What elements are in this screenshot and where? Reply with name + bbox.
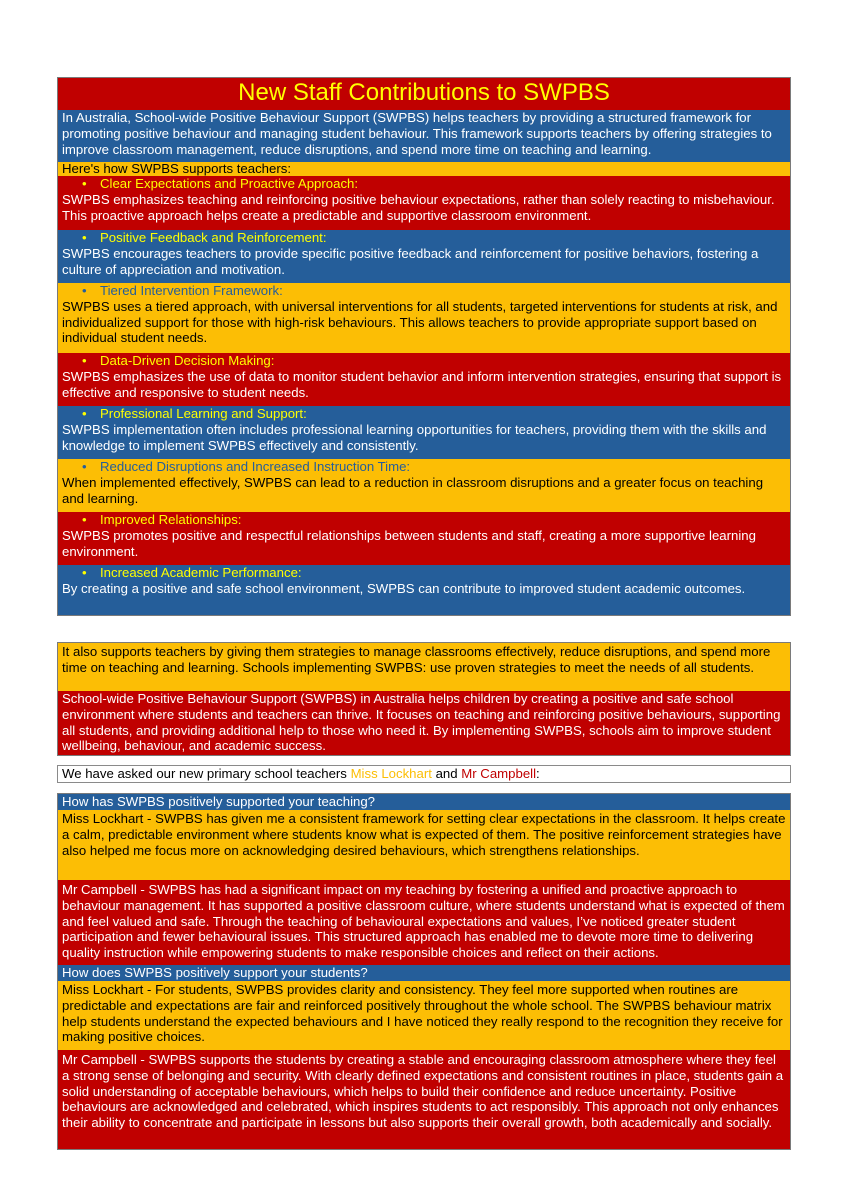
bullet-icon: • <box>82 353 87 368</box>
item-heading: • Professional Learning and Support: <box>82 406 307 421</box>
item-positive-feedback <box>58 230 790 283</box>
interview-panel <box>57 793 791 1150</box>
supports-summary-panel <box>57 642 791 756</box>
bullet-icon: • <box>82 565 87 580</box>
item-improved-relationships <box>58 512 790 565</box>
question-teaching: How has SWPBS positively supported your teaching? <box>58 794 790 810</box>
item-reduced-disruptions <box>58 459 790 512</box>
bullet-icon: • <box>82 176 87 191</box>
question-students: How does SWPBS positively support your students? <box>58 965 790 981</box>
item-body: SWPBS uses a tiered approach, with universal interventions for all students, targeted interventions for students at risk, and individualized support for those with high-risk behaviours. This allows teachers to provide appropriate support based on individual student needs. <box>62 298 778 346</box>
teachers-intro-line: We have asked our new primary school teachers Miss Lockhart and Mr Campbell: <box>57 765 791 783</box>
intro-paragraph: In Australia, School-wide Positive Behaviour Support (SWPBS) helps teachers by providing a structured framework for promoting positive behaviour and managing student behaviour. This framework supports teachers by offering strategies to improve classroom management, reduce disruptions, and spend more time on teaching and learning. <box>58 110 790 162</box>
swpbs-overview-panel <box>57 77 791 616</box>
item-heading: • Reduced Disruptions and Increased Instruction Time: <box>82 459 411 474</box>
children-paragraph: School-wide Positive Behaviour Support (SWPBS) in Australia helps children by creating a positive and safe school environment where students and teachers can thrive. It focuses on teaching and reinforcing positive behaviours, supporting all students, and providing additional help to those who need it. By implementing SWPBS, schools aim to improve student wellbeing, behaviour, and academic success. <box>58 691 790 755</box>
item-body: SWPBS emphasizes teaching and reinforcing positive behaviour expectations, rather than solely reacting to misbehaviour. This proactive approach helps create a predictable and supportive classroom environment. <box>62 191 775 223</box>
teacher-name-lockhart: Miss Lockhart <box>350 766 432 781</box>
item-heading: • Positive Feedback and Reinforcement: <box>82 230 327 245</box>
item-heading: • Increased Academic Performance: <box>82 565 302 580</box>
item-data-driven <box>58 353 790 406</box>
item-body: SWPBS emphasizes the use of data to monitor student behavior and inform intervention strategies, ensuring that support is effective and responsive to student needs. <box>62 368 782 400</box>
bullet-icon: • <box>82 512 87 527</box>
item-body: SWPBS encourages teachers to provide specific positive feedback and reinforcement for positive behaviors, fostering a culture of appreciation and motivation. <box>62 245 759 277</box>
item-body: When implemented effectively, SWPBS can lead to a reduction in classroom disruptions and a greater focus on teaching and learning. <box>62 474 764 506</box>
page-title: New Staff Contributions to SWPBS <box>58 78 790 110</box>
item-professional-learning <box>58 406 790 459</box>
answer-campbell-teaching: Mr Campbell - SWPBS has had a significant impact on my teaching by fostering a unified and proactive approach to behaviour management. It has supported a positive classroom culture, where students understand what is expected of them and feel valued and safe. Through the teaching of behavioural expectations and values, I’ve noticed greater student participation and fewer behavioural issues. This structured approach has enabled me to devote more time to delivering quality instruction while empowering students to make responsible choices and reflect on their actions. <box>58 880 790 965</box>
item-heading: • Improved Relationships: <box>82 512 242 527</box>
teacher-name-campbell: Mr Campbell <box>461 766 537 781</box>
answer-campbell-students: Mr Campbell - SWPBS supports the students by creating a stable and encouraging classroom atmosphere where they feel a strong sense of belonging and security. With clearly defined expectations and consistent routines in place, students gain a solid understanding of acceptable behaviours, which helps to build their confidence and reduce uncertainty. Positive behaviours are acknowledged and celebrated, which inspires students to act responsibly. This approach not only enhances their ability to concentrate and participate in lessons but also supports their overall growth, both academically and socially. <box>58 1050 790 1149</box>
item-academic-performance <box>58 565 790 615</box>
bullet-icon: • <box>82 459 87 474</box>
item-heading: • Clear Expectations and Proactive Approach: <box>82 176 359 191</box>
supports-heading: Here's how SWPBS supports teachers: <box>58 162 790 176</box>
item-body: SWPBS implementation often includes professional learning opportunities for teachers, providing them with the skills and knowledge to implement SWPBS effectively and consistently. <box>62 421 767 453</box>
item-heading: • Tiered Intervention Framework: <box>82 283 283 298</box>
bullet-icon: • <box>82 230 87 245</box>
answer-lockhart-teaching: Miss Lockhart - SWPBS has given me a consistent framework for setting clear expectations in the classroom. It helps create a calm, predictable environment where students know what is expected of them. The positive reinforcement strategies have also helped me focus more on acknowledging desired behaviours, which strengthens relationships. <box>58 810 790 880</box>
bullet-icon: • <box>82 283 87 298</box>
item-body: SWPBS promotes positive and respectful relationships between students and staff, creating a more supportive learning environment. <box>62 527 756 559</box>
item-clear-expectations <box>58 176 790 230</box>
item-heading: • Data-Driven Decision Making: <box>82 353 275 368</box>
item-body: By creating a positive and safe school environment, SWPBS can contribute to improved student academic outcomes. <box>62 580 746 596</box>
answer-lockhart-students: Miss Lockhart - For students, SWPBS provides clarity and consistency. They feel more supported when routines are predictable and expectations are fair and reinforced positively throughout the whole school. The SWPBS behaviour matrix help students understand the expected behaviours and I have noticed they really respond to the recognition they receive for making positive choices. <box>58 981 790 1050</box>
item-tiered-intervention <box>58 283 790 353</box>
also-supports-paragraph: It also supports teachers by giving them strategies to manage classrooms effectively, reduce disruptions, and spend more time on teaching and learning. Schools implementing SWPBS: use proven strategies to meet the needs of all students. <box>58 643 790 691</box>
bullet-icon: • <box>82 406 87 421</box>
